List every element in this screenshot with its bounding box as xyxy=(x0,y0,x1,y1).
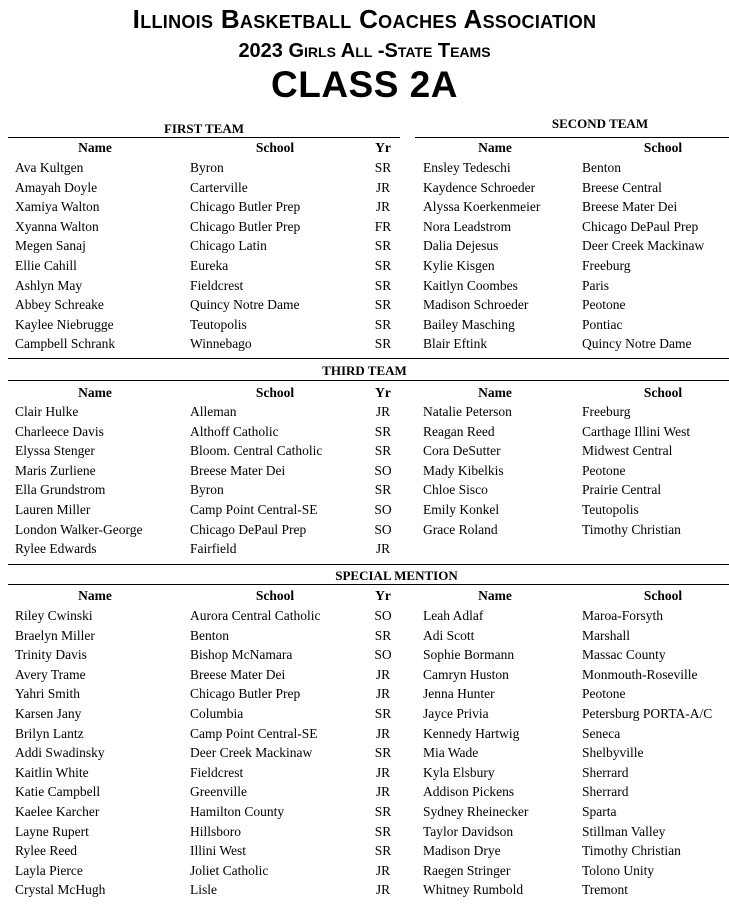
association-title: Illinois Basketball Coaches Association xyxy=(132,4,597,34)
player-name: Bailey Masching xyxy=(423,316,515,332)
third-team-name-header: Name xyxy=(78,385,112,400)
special-right-schools xyxy=(582,606,712,900)
school-name: Breese Mater Dei xyxy=(582,199,678,215)
school-name: Bloom. Central Catholic xyxy=(190,443,323,459)
third-team-top-rule xyxy=(8,358,729,359)
player-year: SR xyxy=(374,423,392,439)
first-team-rule xyxy=(8,137,400,138)
school-name: Maroa-Forsyth xyxy=(582,608,663,623)
player-name: Crystal McHugh xyxy=(15,882,106,898)
special-left-names xyxy=(15,606,105,900)
player-name: Katie Campbell xyxy=(15,784,101,800)
school-name: Althoff Catholic xyxy=(190,423,279,439)
third-team-title: THIRD TEAM xyxy=(322,363,407,378)
player-name: Kyla Elsbury xyxy=(423,764,495,780)
player-name: Madison Drye xyxy=(423,843,501,859)
school-name: Alleman xyxy=(190,404,237,419)
school-name: Chicago Butler Prep xyxy=(190,218,301,234)
second-team-name-header: Name xyxy=(478,140,512,155)
player-year: JR xyxy=(375,882,391,898)
school-name: Sherrard xyxy=(582,784,629,800)
first-team-schools xyxy=(190,158,300,354)
first-team-years xyxy=(367,158,399,354)
school-name: Benton xyxy=(582,160,621,175)
school-name: Winnebago xyxy=(190,336,252,352)
third-team-school-header: School xyxy=(255,385,295,400)
player-name: Dalia Dejesus xyxy=(423,238,499,254)
player-name: Maris Zurliene xyxy=(15,462,96,478)
player-name: Clair Hulke xyxy=(15,404,79,419)
player-year: SR xyxy=(374,257,392,273)
player-year: SR xyxy=(374,745,392,761)
school-name: Chicago DePaul Prep xyxy=(190,521,307,537)
player-name: Kaitlin White xyxy=(15,764,89,780)
school-name: Carterville xyxy=(190,179,248,195)
school-name: Chicago Butler Prep xyxy=(190,199,301,215)
player-name: Brilyn Lantz xyxy=(15,725,84,741)
school-name: Paris xyxy=(582,277,609,293)
special-yr-header: Yr xyxy=(375,588,391,603)
player-name: Rylee Reed xyxy=(15,843,78,859)
third-team-left-years xyxy=(367,402,399,559)
school-name: Timothy Christian xyxy=(582,521,681,537)
player-year: JR xyxy=(375,764,391,780)
player-name: Blair Eftink xyxy=(423,336,488,352)
third-team-rule xyxy=(8,380,729,381)
player-name: Mady Kibelkis xyxy=(423,462,504,478)
third-team-right-school-header: School xyxy=(643,385,683,400)
school-name: Illini West xyxy=(190,843,247,859)
school-name: Fairfield xyxy=(190,541,237,557)
player-name: Riley Cwinski xyxy=(15,608,93,623)
player-name: Amayah Doyle xyxy=(15,179,98,195)
player-year: SR xyxy=(374,238,392,254)
school-name: Massac County xyxy=(582,647,666,663)
player-name: Mia Wade xyxy=(423,745,479,761)
first-team-school-header: School xyxy=(255,140,295,155)
player-name: Layla Pierce xyxy=(15,862,83,878)
school-name: Quincy Notre Dame xyxy=(582,336,692,352)
player-year: SR xyxy=(374,705,392,721)
class-label: CLASS 2A xyxy=(271,64,458,105)
player-name: Layne Rupert xyxy=(15,823,89,839)
school-name: Greenville xyxy=(190,784,247,800)
player-year: SR xyxy=(374,336,392,352)
player-name: Kaelee Karcher xyxy=(15,803,100,819)
school-name: Eureka xyxy=(190,257,229,273)
player-name: Kaylee Niebrugge xyxy=(15,316,114,332)
player-year: JR xyxy=(375,404,391,419)
school-name: Benton xyxy=(190,627,229,643)
player-name: Ensley Tedeschi xyxy=(423,160,511,175)
school-name: Hamilton County xyxy=(190,803,285,819)
third-team-right-names xyxy=(423,402,512,539)
school-name: Byron xyxy=(190,482,224,498)
player-name: Karsen Jany xyxy=(15,705,82,721)
school-name: Joliet Catholic xyxy=(190,862,269,878)
player-year: SR xyxy=(374,443,392,459)
special-left-schools xyxy=(190,606,320,900)
special-right-names xyxy=(423,606,528,900)
player-year: JR xyxy=(375,199,391,215)
school-name: Chicago Butler Prep xyxy=(190,686,301,702)
player-name: Xamiya Walton xyxy=(15,199,100,215)
player-year: SR xyxy=(374,160,392,175)
player-year: SO xyxy=(374,501,392,517)
player-name: Braelyn Miller xyxy=(15,627,95,643)
school-name: Camp Point Central-SE xyxy=(190,725,318,741)
player-year: SR xyxy=(374,277,392,293)
school-name: Petersburg PORTA-A/C xyxy=(582,705,713,721)
school-name: Freeburg xyxy=(582,404,631,419)
player-year: SO xyxy=(374,521,392,537)
player-year: FR xyxy=(374,218,392,234)
player-name: Taylor Davidson xyxy=(423,823,514,839)
player-name: Ella Grundstrom xyxy=(15,482,106,498)
school-name: Tremont xyxy=(582,882,629,898)
school-name: Chicago Latin xyxy=(190,238,267,254)
player-name: Abbey Schreake xyxy=(15,297,104,313)
player-name: Emily Konkel xyxy=(423,501,500,517)
player-name: Chloe Sisco xyxy=(423,482,488,498)
school-name: Peotone xyxy=(582,297,626,313)
special-mention-title: SPECIAL MENTION xyxy=(335,568,458,583)
player-name: London Walker-George xyxy=(15,521,143,537)
third-team-right-schools xyxy=(582,402,690,539)
school-name: Tolono Unity xyxy=(582,862,655,878)
player-name: Kaitlyn Coombes xyxy=(423,277,518,293)
school-name: Monmouth-Roseville xyxy=(582,666,698,682)
school-name: Shelbyville xyxy=(582,745,644,761)
school-name: Marshall xyxy=(582,627,630,643)
third-team-right-name-header: Name xyxy=(478,385,512,400)
first-team-title: FIRST TEAM xyxy=(163,121,245,136)
teams-subtitle: 2023 Girls All -State Teams xyxy=(238,40,491,62)
player-year: SO xyxy=(374,608,392,623)
player-name: Grace Roland xyxy=(423,521,498,537)
second-team-names xyxy=(423,158,540,354)
school-name: Quincy Notre Dame xyxy=(190,297,300,313)
school-name: Breese Central xyxy=(582,179,662,195)
player-name: Sydney Rheinecker xyxy=(423,803,529,819)
player-year: JR xyxy=(375,862,391,878)
player-name: Kylie Kisgen xyxy=(423,257,495,273)
player-year: SR xyxy=(374,843,392,859)
school-name: Deer Creek Mackinaw xyxy=(190,745,313,761)
player-name: Sophie Bormann xyxy=(423,647,515,663)
player-name: Jenna Hunter xyxy=(423,686,495,702)
player-year: SR xyxy=(374,297,392,313)
player-name: Elyssa Stenger xyxy=(15,443,95,459)
third-team-left-schools xyxy=(190,402,322,559)
school-name: Prairie Central xyxy=(582,482,662,498)
second-team-school-header: School xyxy=(643,140,683,155)
school-name: Freeburg xyxy=(582,257,631,273)
school-name: Columbia xyxy=(190,705,244,721)
player-year: JR xyxy=(375,179,391,195)
player-year: JR xyxy=(375,666,391,682)
player-name: Avery Trame xyxy=(15,666,86,682)
school-name: Teutopolis xyxy=(582,501,639,517)
player-year: JR xyxy=(375,725,391,741)
third-team-yr-header: Yr xyxy=(375,385,391,400)
player-year: SO xyxy=(374,647,392,663)
player-year: JR xyxy=(375,541,391,557)
school-name: Sherrard xyxy=(582,764,629,780)
school-name: Breese Mater Dei xyxy=(190,666,286,682)
player-name: Yahri Smith xyxy=(15,686,81,702)
school-name: Bishop McNamara xyxy=(190,647,293,663)
school-name: Aurora Central Catholic xyxy=(190,608,321,623)
special-name-header: Name xyxy=(78,588,112,603)
school-name: Stillman Valley xyxy=(582,823,666,839)
player-name: Adi Scott xyxy=(423,627,475,643)
player-name: Lauren Miller xyxy=(15,501,91,517)
player-name: Kennedy Hartwig xyxy=(423,725,520,741)
player-name: Ashlyn May xyxy=(15,277,83,293)
school-name: Deer Creek Mackinaw xyxy=(582,238,705,254)
special-left-years xyxy=(367,606,399,900)
school-name: Teutopolis xyxy=(190,316,247,332)
school-name: Hillsboro xyxy=(190,823,242,839)
player-name: Addison Pickens xyxy=(423,784,515,800)
player-name: Raegen Stringer xyxy=(423,862,511,878)
school-name: Peotone xyxy=(582,462,626,478)
player-year: SR xyxy=(374,316,392,332)
second-team-title: SECOND TEAM xyxy=(551,116,649,131)
school-name: Seneca xyxy=(582,725,621,741)
player-name: Nora Leadstrom xyxy=(423,218,512,234)
special-right-school-header: School xyxy=(643,588,683,603)
player-year: SR xyxy=(374,823,392,839)
school-name: Sparta xyxy=(582,803,617,819)
player-year: SR xyxy=(374,803,392,819)
player-name: Alyssa Koerkenmeier xyxy=(423,199,541,215)
player-name: Jayce Privia xyxy=(423,705,489,721)
player-name: Natalie Peterson xyxy=(423,404,512,419)
third-team-left-names xyxy=(15,402,142,559)
player-name: Campbell Schrank xyxy=(15,336,116,352)
school-name: Breese Mater Dei xyxy=(190,462,286,478)
player-name: Xyanna Walton xyxy=(15,218,99,234)
player-name: Rylee Edwards xyxy=(15,541,97,557)
school-name: Pontiac xyxy=(582,316,623,332)
player-name: Addi Swadinsky xyxy=(15,745,105,761)
school-name: Camp Point Central-SE xyxy=(190,501,318,517)
first-team-name-header: Name xyxy=(78,140,112,155)
special-right-name-header: Name xyxy=(478,588,512,603)
second-team-rule xyxy=(415,137,729,138)
player-name: Ellie Cahill xyxy=(15,257,77,273)
school-name: Peotone xyxy=(582,686,626,702)
first-team-names xyxy=(15,158,115,354)
player-name: Ava Kultgen xyxy=(15,160,84,175)
player-year: SO xyxy=(374,462,392,478)
school-name: Timothy Christian xyxy=(582,843,681,859)
player-year: JR xyxy=(375,686,391,702)
player-year: SR xyxy=(374,482,392,498)
school-name: Byron xyxy=(190,160,224,175)
player-name: Whitney Rumbold xyxy=(423,882,524,898)
player-name: Kaydence Schroeder xyxy=(423,179,536,195)
special-mention-top-rule xyxy=(8,564,729,565)
player-year: JR xyxy=(375,784,391,800)
player-year: SR xyxy=(374,627,392,643)
player-name: Camryn Huston xyxy=(423,666,509,682)
player-name: Charleece Davis xyxy=(15,423,104,439)
school-name: Fieldcrest xyxy=(190,764,244,780)
player-name: Cora DeSutter xyxy=(423,443,501,459)
player-name: Madison Schroeder xyxy=(423,297,529,313)
player-name: Reagan Reed xyxy=(423,423,495,439)
first-team-yr-header: Yr xyxy=(375,140,391,155)
school-name: Chicago DePaul Prep xyxy=(582,218,699,234)
school-name: Fieldcrest xyxy=(190,277,244,293)
player-name: Leah Adlaf xyxy=(423,608,484,623)
player-name: Trinity Davis xyxy=(15,647,87,663)
special-school-header: School xyxy=(255,588,295,603)
school-name: Midwest Central xyxy=(582,443,673,459)
school-name: Lisle xyxy=(190,882,217,898)
player-name: Megen Sanaj xyxy=(15,238,86,254)
special-mention-rule xyxy=(8,584,729,585)
school-name: Carthage Illini West xyxy=(582,423,691,439)
second-team-schools xyxy=(582,158,704,354)
